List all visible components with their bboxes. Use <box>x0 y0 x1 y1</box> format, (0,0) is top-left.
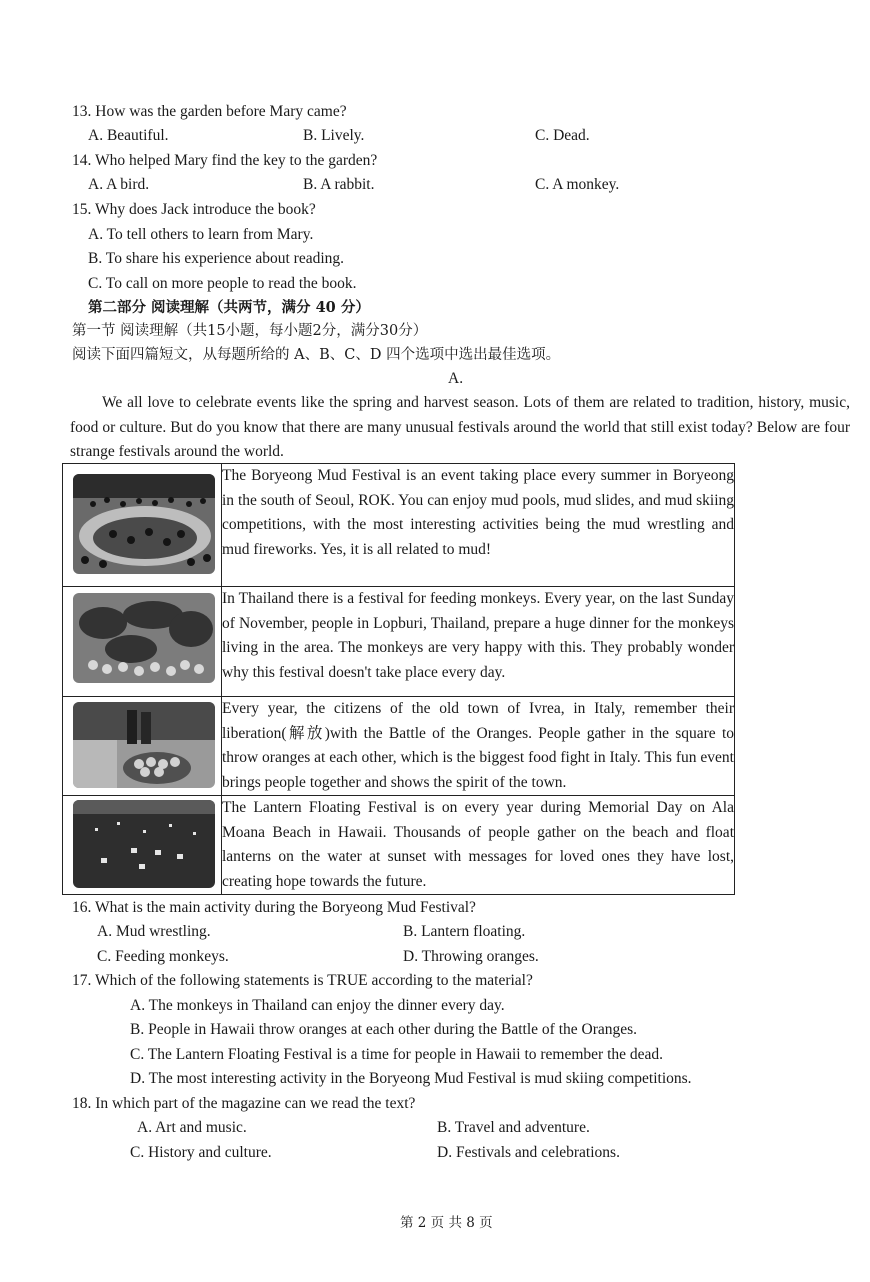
festival-text-lantern: The Lantern Floating Festival is on every year during Memorial Day on Ala Moana Beach in Hawaii. Thousands of people gather on the beach and float lanterns on the water at sunset with messages for loved ones they have lost, creating hope towards the future. <box>222 796 735 895</box>
q17-option-b: B. People in Hawaii throw oranges at each other during the Battle of the Oranges. <box>130 1021 638 1038</box>
mud-festival-photo <box>73 474 215 574</box>
festival-text-monkey: In Thailand there is a festival for feeding monkeys. Every year, on the last Sunday of November, people in Lopburi, Thailand, prepare a huge dinner for the monkeys living in the area. The monkeys are very happy with this. They probably wonder why this festival doesn't take place every day. <box>222 587 735 697</box>
page-footer: 第 2 页 共 8 页 <box>400 1215 493 1231</box>
q14-option-a: A. A bird. <box>88 176 150 193</box>
q13-stem: 13. How was the garden before Mary came? <box>72 103 347 120</box>
q18-option-d: D. Festivals and celebrations. <box>437 1144 620 1161</box>
q13-option-c: C. Dead. <box>535 127 590 144</box>
passage-intro: We all love to celebrate events like the spring and harvest season. Lots of them are related to tradition, history, music, food or culture. But do you know that there are many unusual festivals around the world that still exist today? Below are four strange festivals around the world. <box>70 394 850 460</box>
festival-photo-cell <box>63 796 222 895</box>
q16-option-b: B. Lantern floating. <box>403 923 526 940</box>
q15-option-a: A. To tell others to learn from Mary. <box>88 226 314 243</box>
q16-option-c: C. Feeding monkeys. <box>97 948 229 965</box>
festival-photo-cell <box>63 697 222 796</box>
q13-option-a: A. Beautiful. <box>88 127 169 144</box>
q17-option-a: A. The monkeys in Thailand can enjoy the dinner every day. <box>130 997 505 1014</box>
q15-option-b: B. To share his experience about reading. <box>88 250 345 267</box>
passage-label: A. <box>448 370 464 387</box>
orange-battle-photo <box>73 702 215 788</box>
q17-stem: 17. Which of the following statements is TRUE according to the material? <box>72 972 533 989</box>
q18-stem: 18. In which part of the magazine can we read the text? <box>72 1095 416 1112</box>
q15-option-c: C. To call on more people to read the book. <box>88 275 357 292</box>
monkey-festival-photo <box>73 593 215 683</box>
q18-option-a: A. Art and music. <box>137 1119 247 1136</box>
festival-text-mud: The Boryeong Mud Festival is an event taking place every summer in Boryeong in the south of Seoul, ROK. You can enjoy mud pools, mud slides, and mud skiing competitions, with the most interesting activities being the mud wrestling and mud fireworks. Yes, it is all related to mud! <box>222 464 735 587</box>
q17-option-d: D. The most interesting activity in the Boryeong Mud Festival is mud skiing competitions. <box>130 1070 692 1087</box>
q14-option-c: C. A monkey. <box>535 176 620 193</box>
q14-stem: 14. Who helped Mary find the key to the garden? <box>72 152 378 169</box>
reading-instruction: 阅读下面四篇短文，从每题所给的 A、B、C、D 四个选项中选出最佳选项。 <box>72 347 561 363</box>
q15-stem: 15. Why does Jack introduce the book? <box>72 201 316 218</box>
q16-stem: 16. What is the main activity during the Boryeong Mud Festival? <box>72 899 476 916</box>
q18-option-c: C. History and culture. <box>130 1144 272 1161</box>
festival-photo-cell <box>63 587 222 697</box>
q14-option-b: B. A rabbit. <box>303 176 375 193</box>
festival-table <box>62 463 735 895</box>
q18-option-b: B. Travel and adventure. <box>437 1119 590 1136</box>
section1-heading: 第一节 阅读理解（共15小题，每小题2分，满分30分） <box>72 323 428 339</box>
q13-option-b: B. Lively. <box>303 127 365 144</box>
festival-photo-cell <box>63 464 222 587</box>
q16-option-d: D. Throwing oranges. <box>403 948 539 965</box>
lantern-festival-photo <box>73 800 215 888</box>
festival-text-oranges: Every year, the citizens of the old town of Ivrea, in Italy, remember their liberation(解放)with the Battle of the Oranges. People gather in the square to throw oranges at each other, which is the biggest food fight in Italy. This fun event brings people together and shows the spirit of the town. <box>222 697 735 796</box>
part2-heading: 第二部分 阅读理解（共两节，满分 40 分） <box>88 299 370 316</box>
q17-option-c: C. The Lantern Floating Festival is a time for people in Hawaii to remember the dead. <box>130 1046 664 1063</box>
q16-option-a: A. Mud wrestling. <box>97 923 211 940</box>
